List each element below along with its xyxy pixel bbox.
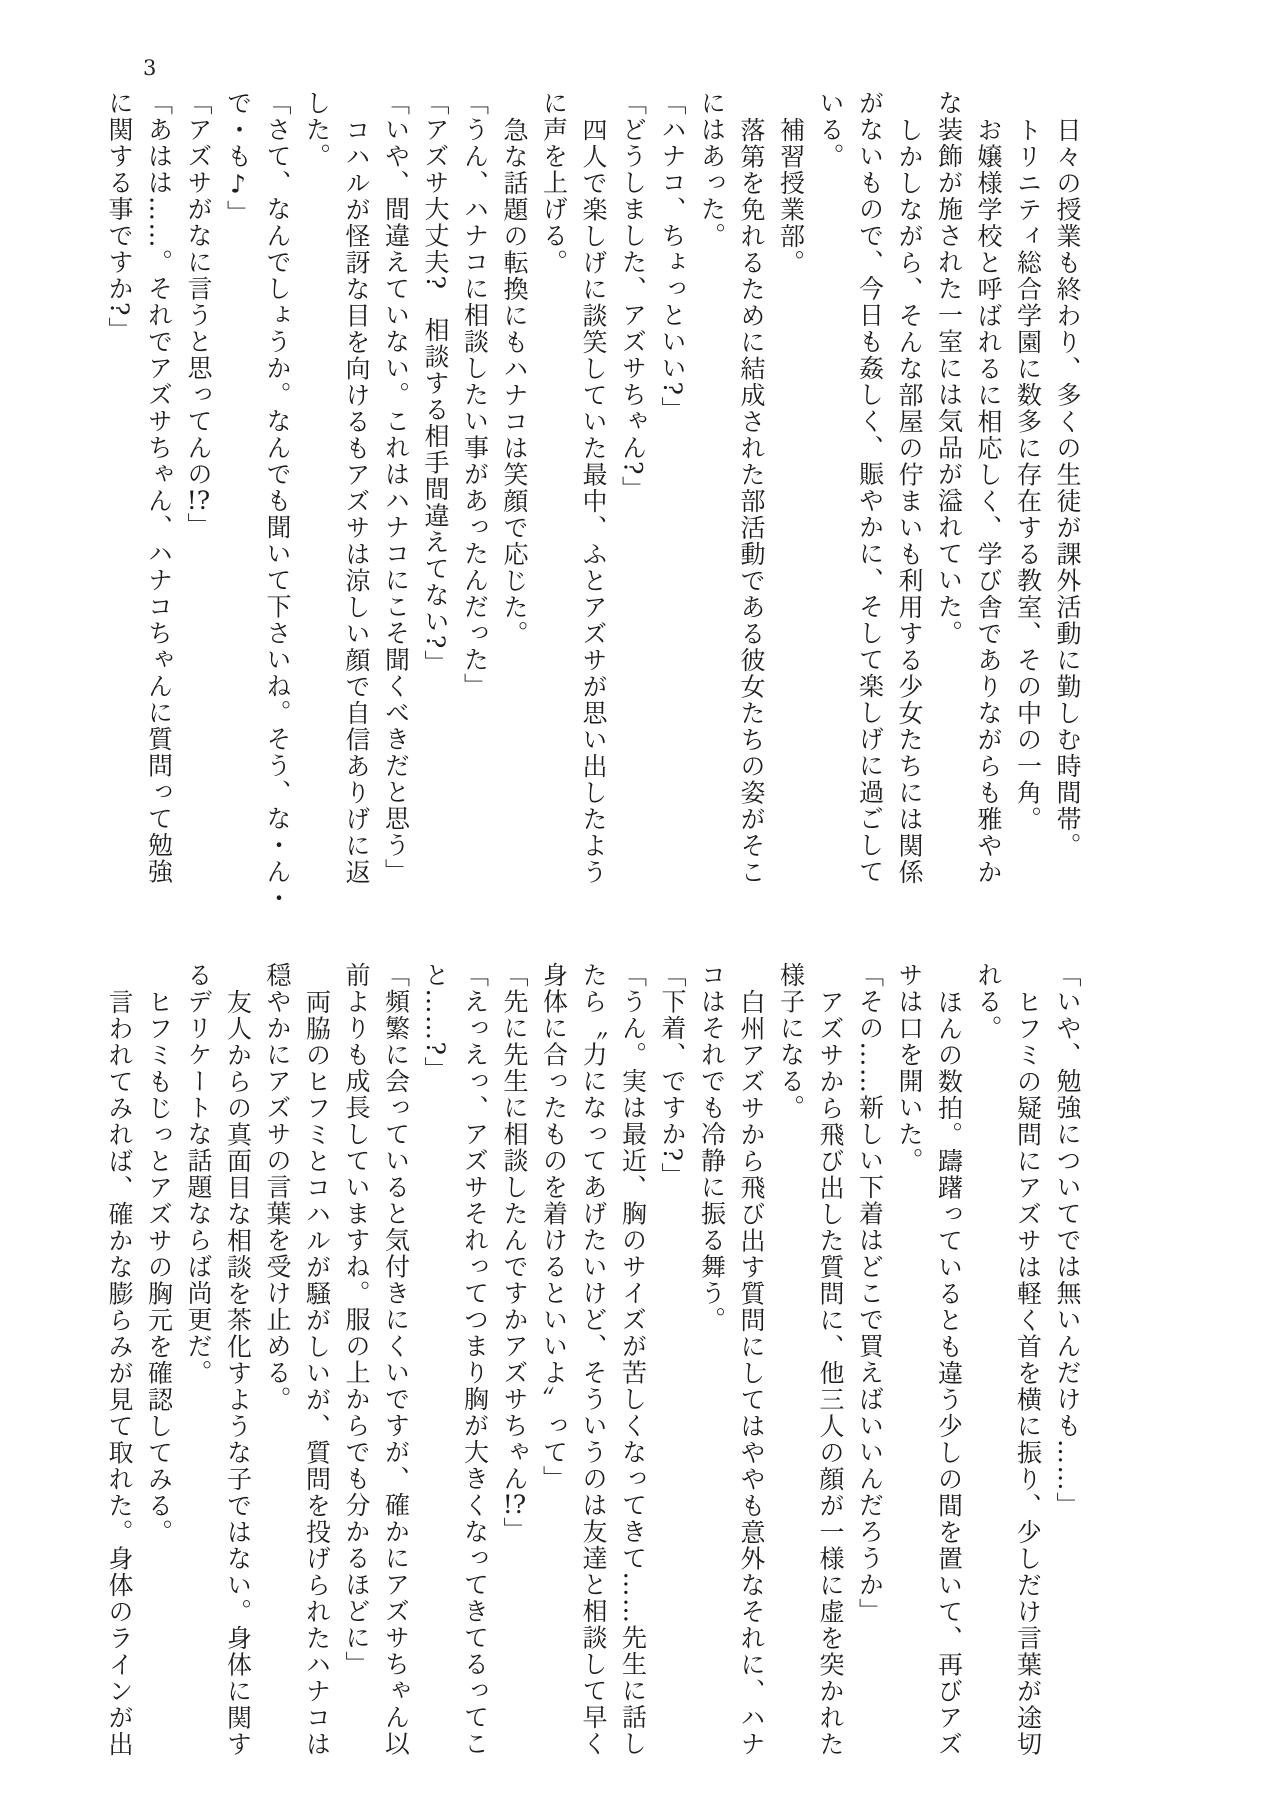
text-column: と……?」 (421, 962, 450, 1083)
text-column: した。 (302, 90, 332, 170)
text-column: れる。 (974, 962, 1003, 1042)
text-column: いる。 (816, 90, 845, 170)
text-column: ヒフミもじっとアズサの胸元を確認してみる。 (144, 988, 174, 1545)
text-column: サは口を開いた。 (895, 962, 924, 1174)
text-column: しかしながら、そんな部屋の佇まいも利用する少女たちには関係 (895, 116, 924, 885)
text-column: 穏やかにアズサの言葉を受け止める。 (263, 962, 292, 1413)
text-column: ヒフミの疑問にアズサは軽く首を横に振り、少しだけ言葉が途切 (1013, 988, 1043, 1757)
text-column: 日々の授業も終わり、多くの生徒が課外活動に勤しむ時間帯。 (1053, 116, 1082, 859)
text-column: 「先に先生に相談したんですかアズサちゃん!?」 (500, 962, 529, 1544)
text-column: 「頻繁に会っていると気付きにくいですが、確かにアズサちゃん以 (381, 962, 411, 1757)
text-column: 「あはは……。それでアズサちゃん、ハナコちゃんに質問って勉強 (144, 90, 174, 885)
text-column: 「その……新しい下着はどこで買えばいいんだろうか」 (855, 962, 885, 1625)
text-column: トリニティ総合学園に数多に存在する教室、その中の一角。 (1013, 116, 1043, 832)
text-column: お嬢様学校と呼ばれるに相応しく、学び舎でありながらも雅やか (974, 116, 1003, 885)
bottom-text-block (100, 962, 1088, 1757)
text-column: 前よりも成長していますね。服の上からでも分かるほどに」 (342, 962, 371, 1678)
text-column: に声を上げる。 (539, 90, 569, 276)
text-column: 「ハナコ、ちょっといい?」 (658, 90, 687, 423)
text-column: で・も♪」 (223, 90, 253, 227)
interrobang-glyph: !? (186, 487, 211, 513)
top-text-block (100, 90, 1088, 912)
text-column: 補習授業部。 (776, 116, 806, 276)
text-column: 急な話題の転換にもハナコは笑顔で応じた。 (500, 116, 529, 647)
text-column: 友人からの真面目な相談を茶化すような子ではない。身体に関す (223, 988, 253, 1757)
text-column: 落第を免れるために結成された部活動である彼女たちの姿がそこ (737, 116, 766, 885)
page-number: 3 (143, 56, 157, 80)
text-column: アズサから飛び出した質問に、他三人の顔が一様に虚を突かれた (816, 988, 845, 1757)
text-column: コハルが怪訝な目を向けるもアズサは涼しい顔で自信ありげに返 (342, 116, 371, 885)
text-column: 身体に合ったものを着けるといいよ〟って」 (539, 962, 569, 1492)
text-column: コはそれでも冷静に振る舞う。 (697, 962, 727, 1333)
text-column: 「どうしました、アズサちゃん?」 (618, 90, 648, 503)
text-column: 様子になる。 (776, 962, 806, 1121)
text-column: にはあった。 (697, 90, 727, 249)
text-column: たら〝力になってあげたいけど、そういうのは友達と相談して早く (579, 962, 608, 1757)
text-column: 「いや、勉強についてでは無いんだけも……」 (1053, 962, 1082, 1519)
text-column: 両脇のヒフミとコハルが騒がしいが、質問を投げられたハナコは (302, 988, 332, 1757)
text-column: 「アズサがなに言うと思ってんの!?」 (184, 90, 213, 539)
text-column: ほんの数拍。躊躇っているとも違う少しの間を置いて、再びアズ (934, 988, 964, 1757)
text-column: な装飾が施された一室には気品が溢れていた。 (934, 90, 964, 647)
text-column: 「うん、ハナコに相談したい事があったんだった」 (460, 90, 490, 700)
text-column: がないもので、今日も姦しく、賑やかに、そして楽しげに過ごして (855, 90, 885, 885)
text-column: るデリケートな話題ならば尚更だ。 (184, 962, 213, 1386)
text-column: に関する事ですか?」 (105, 90, 134, 344)
text-column: 「さて、なんでしょうか。なんでも聞いて下さいね。そう、な・ん・ (263, 90, 292, 912)
text-column: 「アズサ大丈夫? 相談する相手間違えてない?」 (421, 90, 450, 677)
text-column: 「うん。実は最近、胸のサイズが苦しくなってきて……先生に話し (618, 962, 648, 1757)
text-column: 「いや、間違えていない。これはハナコにこそ聞くべきだと思う」 (381, 90, 411, 885)
text-column: 「下着、ですか?」 (658, 962, 687, 1189)
text-column: 「えっえっ、アズサそれってつまり胸が大きくなってきてるってこ (460, 962, 490, 1757)
text-column: 四人で楽しげに談笑していた最中、ふとアズサが思い出したよう (579, 116, 608, 885)
interrobang-glyph: !? (502, 1492, 527, 1517)
text-column: 言われてみれば、確かな膨らみが見て取れた。身体のラインが出 (105, 988, 134, 1757)
text-column: 白州アズサから飛び出す質問にしてはややも意外なそれに、ハナ (737, 988, 766, 1757)
